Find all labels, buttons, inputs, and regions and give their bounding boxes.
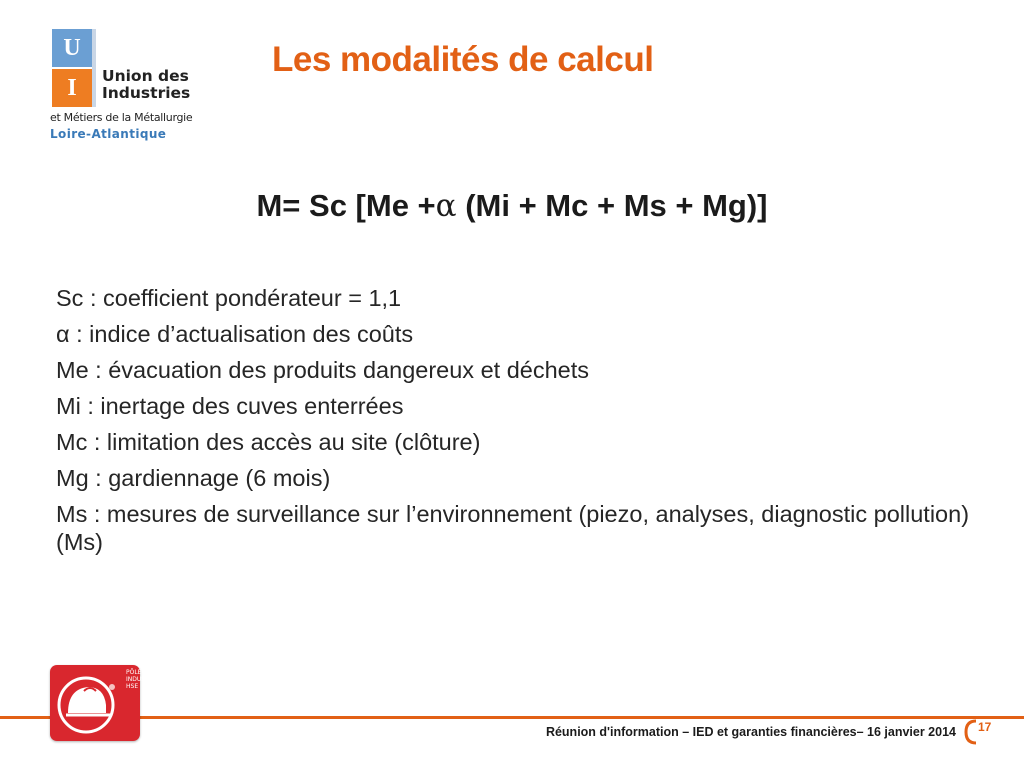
- footer-caption: Réunion d'information – IED et garanties financières– 16 janvier 2014: [545, 725, 956, 739]
- definition-sc: Sc : coefficient pondérateur = 1,1: [56, 285, 402, 311]
- pole-hse-badge: [50, 665, 162, 741]
- definition-mg: Mg : gardiennage (6 mois): [56, 465, 331, 491]
- logo-region: Loire-Atlantique: [50, 127, 167, 141]
- definitions-list: [56, 284, 1006, 564]
- formula-alpha: α: [435, 188, 457, 224]
- footer-divider: [0, 716, 1024, 719]
- logo-subline: et Métiers de la Métallurgie: [50, 111, 193, 124]
- definition-alpha: α : indice d’actualisation des coûts: [56, 321, 414, 347]
- logo-name-line-1: Union des: [102, 67, 189, 85]
- formula: [0, 188, 1024, 224]
- page-number: 17: [978, 720, 992, 734]
- logo-mark: [52, 29, 92, 107]
- uimm-logo: [50, 28, 210, 148]
- logo-name: [102, 68, 190, 102]
- formula-right: (Mi + Mc + Ms + Mg)]: [456, 188, 768, 223]
- definition-mi: Mi : inertage des cuves enterrées: [56, 393, 404, 419]
- logo-stripe: [92, 29, 96, 107]
- logo-letter-u: U: [52, 29, 92, 67]
- definition-mc: Mc : limitation des accès au site (clôture): [56, 429, 481, 455]
- slide-title: Les modalités de calcul: [272, 40, 654, 79]
- definition-me: Me : évacuation des produits dangereux et déchets: [56, 357, 590, 383]
- page-number-box: [960, 718, 1010, 748]
- definition-ms: Ms : mesures de surveillance sur l’environnement (piezo, analyses, diagnostic pollution) (Ms): [56, 501, 970, 555]
- logo-letter-i: I: [52, 69, 92, 107]
- logo-name-line-2: Industries: [102, 84, 191, 102]
- formula-left: M= Sc [Me +: [256, 188, 436, 223]
- badge-text: PÔLE INDUSTRIEL HSE: [126, 669, 162, 690]
